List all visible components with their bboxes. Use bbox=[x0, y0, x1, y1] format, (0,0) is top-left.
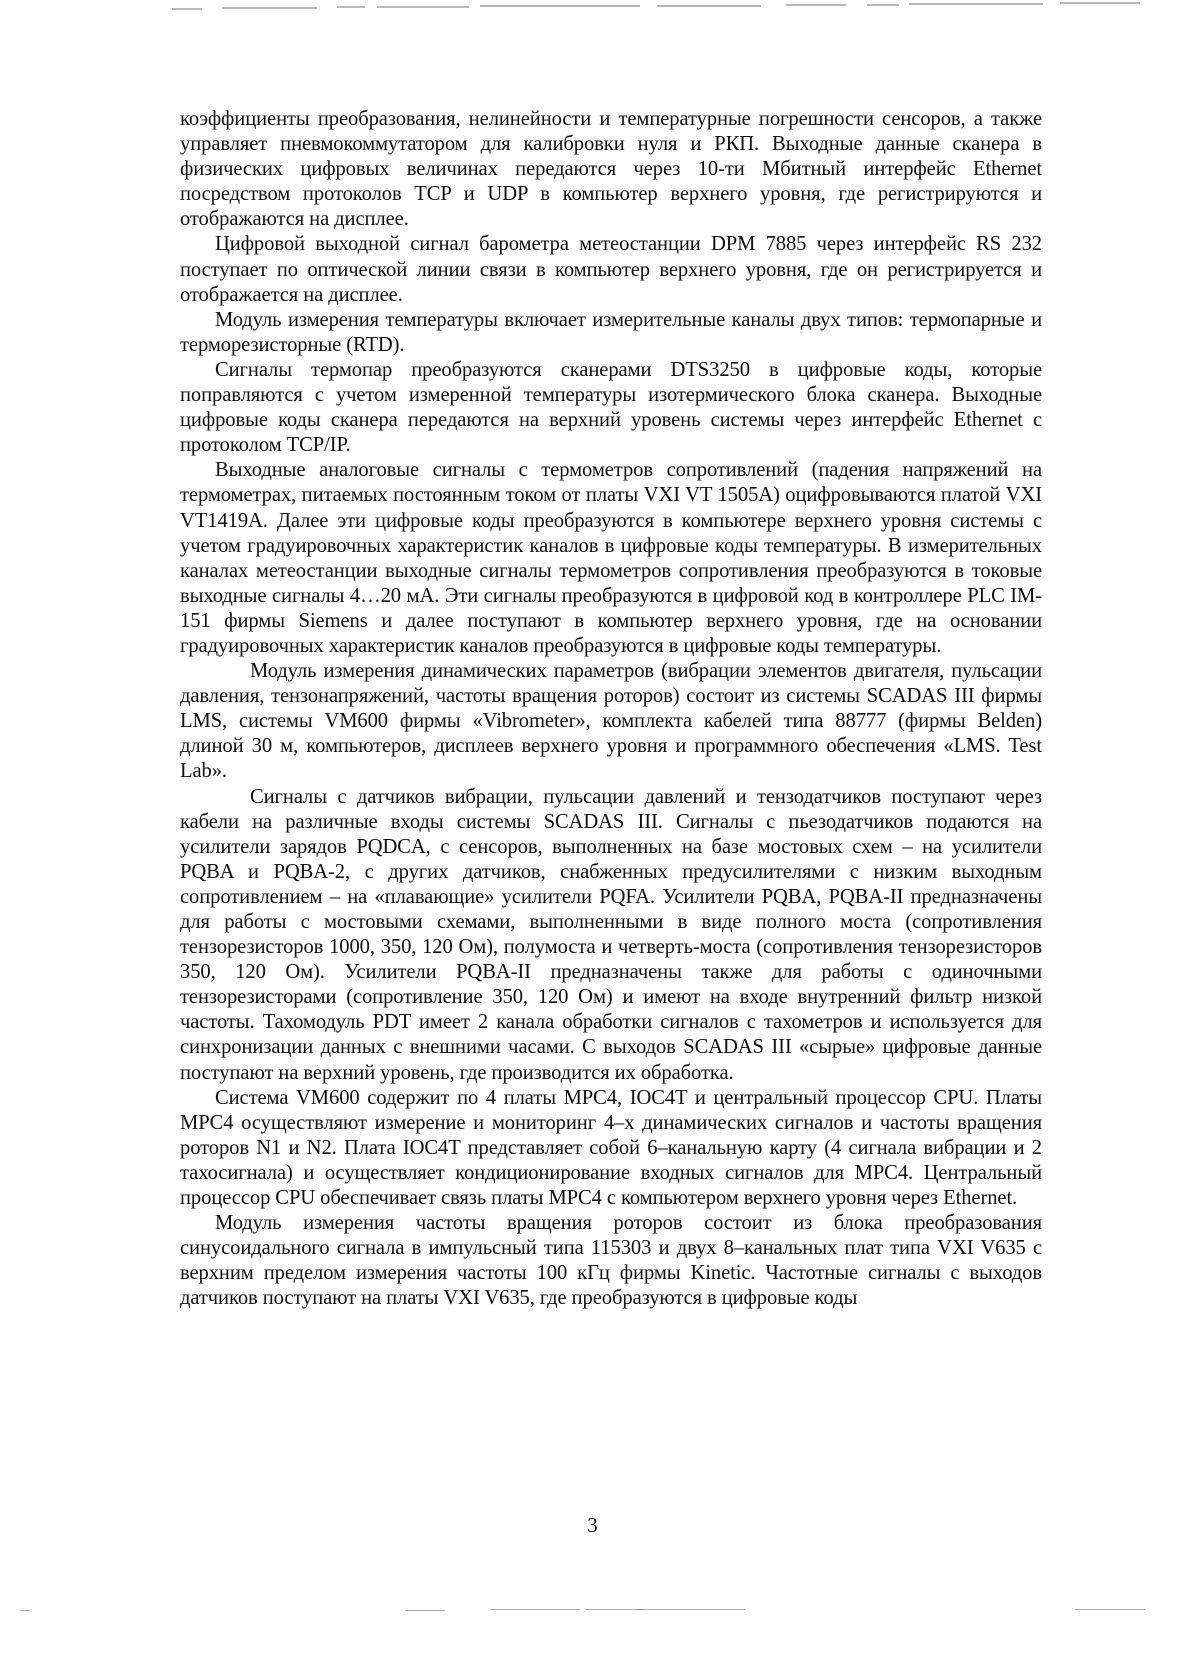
paragraph: Система VM600 содержит по 4 платы MPC4, IOC4T и центральный процессор CPU. Платы MPC4 осуществляют измерение и мониторинг 4–х динамических сигналов и частоты вращения роторов N1 и N2. Плата IOC4T представляет собой 6–канальную карту (4 сигнала вибрации и 2 тахосигнала) и осуществляет кондиционирование входных сигналов для MPC4. Центральный процессор CPU обеспечивает связь платы MPC4 с компьютером верхнего уровня через Ethernet. bbox=[180, 1086, 1042, 1210]
scan-artifact-bottom bbox=[0, 1608, 1185, 1614]
paragraph: Модуль измерения частоты вращения роторов состоит из блока преобразования синусоидального сигнала в импульсный типа 115303 и двух 8–канальных плат типа VXI V635 с верхним пределом измерения частоты 100 кГц фирмы Kinetic. Частотные сигналы с выходов датчиков поступают на платы VXI V635, где преобразуются в цифровые коды bbox=[180, 1212, 1042, 1310]
paragraph: Сигналы термопар преобразуются сканерами DTS3250 в цифровые коды, которые поправляются с учетом измеренной температуры изотермического блока сканера. Выходные цифровые коды сканера передаются на верхний уровень системы через интерфейс Ethernet с протоколом TCP/IP. bbox=[180, 358, 1042, 457]
paragraph: коэффициенты преобразования, нелинейности и температурные погрешности сенсоров, а также управляет пневмокоммутатором для калибровки нуля и РКП. Выходные данные сканера в физических цифровых величинах передаются через 10-ти Мбитный интерфейс Ethernet посредством протоколов TCP и UDP в компьютер верхнего уровня, где регистрируются и отображаются на дисплее. bbox=[180, 108, 1042, 231]
paragraph: Выходные аналоговые сигналы с термометров сопротивлений (падения напряжений на термометрах, питаемых постоянным током от платы VXI VT 1505A) оцифровываются платой VXI VT1419A. Далее эти цифровые коды преобразуются в компьютере верхнего уровня системы с учетом градуировочных характеристик каналов в цифровые коды температуры. В измерительных каналах метеостанции выходные сигналы термометров сопротивления преобразуются в токовые выходные сигналы 4…20 мА. Эти сигналы преобразуются в цифровой код в контроллере PLC IM-151 фирмы Siemens и далее поступают в компьютер верхнего уровня, где на основании градуировочных характеристик каналов преобразуются в цифровые коды температуры. bbox=[180, 459, 1042, 657]
paragraph: Сигналы с датчиков вибрации, пульсации давлений и тензодатчиков поступают через кабели на различные входы системы SCADAS III. Сигналы с пьезодатчиков подаются на усилители зарядов PQDCA, с сенсоров, выполненных на базе мостовых схем – на усилители PQBA и PQBA-2, с других датчиков, снабженных предусилителями с низким выходным сопротивлением – на «плавающие» усилители PQFA. Усилители PQBA, PQBA-II предназначены для работы с мостовыми схемами, выполненными в виде полного моста (сопротивления тензорезисторов 1000, 350, 120 Ом), полумоста и четверть-моста (сопротивления тензорезисторов 350, 120 Ом). Усилители PQBA-II предназначены также для работы с одиночными тензорезисторами (сопротивление 350, 120 Ом) и имеют на входе внутренний фильтр низкой частоты. Тахомодуль PDT имеет 2 канала обработки сигналов с тахометров и используется для синхронизации данных с внешними часами. С выходов SCADAS III «сырые» цифровые данные поступают на верхний уровень, где производится их обработка. bbox=[180, 785, 1042, 1084]
scan-artifact-top bbox=[0, 0, 1185, 14]
document-body bbox=[180, 107, 1042, 1312]
page-number: 3 bbox=[587, 1513, 598, 1537]
paragraph: Цифровой выходной сигнал барометра метеостанции DPM 7885 через интерфейс RS 232 поступает по оптической линии связи в компьютер верхнего уровня, где он регистрируется и отображается на дисплее. bbox=[180, 233, 1042, 306]
paragraph: Модуль измерения температуры включает измерительные каналы двух типов: термопарные и терморезисторные (RTD). bbox=[180, 308, 1042, 356]
paragraph: Модуль измерения динамических параметров (вибрации элементов двигателя, пульсации давления, тензонапряжений, частоты вращения роторов) состоит из системы SCADAS III фирмы LMS, системы VM600 фирмы «Vibrometer», комплекта кабелей типа 88777 (фирмы Belden) длиной 30 м, компьютеров, дисплеев верхнего уровня и программного обеспечения «LMS. Test Lab». bbox=[180, 660, 1042, 783]
